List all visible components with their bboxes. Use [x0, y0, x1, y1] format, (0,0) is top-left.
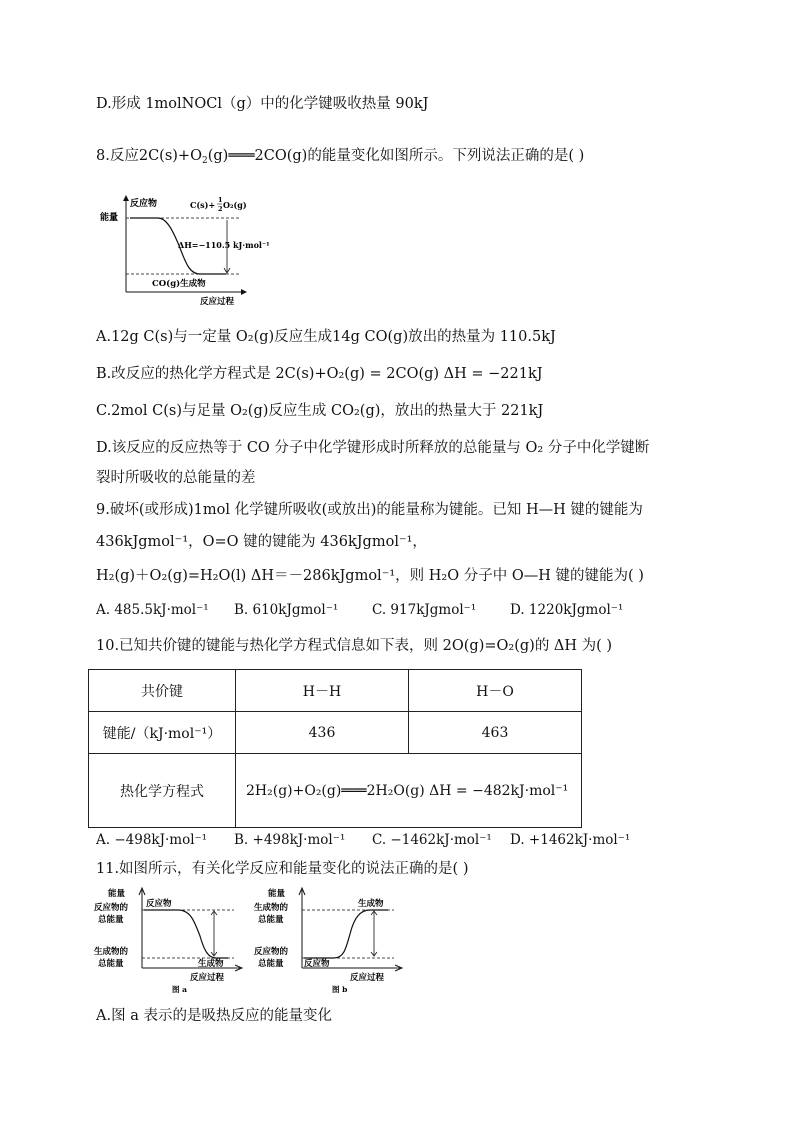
q10-stem: 10.已知共价键的键能与热化学方程式信息如下表，则 2O(g)=O₂(g)的 ΔH 为( ): [96, 638, 613, 654]
table-cell-ho-value: 463: [409, 712, 582, 754]
q11a-product-total-label: 生成物的总能量: [94, 947, 129, 969]
q11a-product-label: 生成物: [198, 959, 224, 969]
q11-figure-a: [94, 884, 244, 996]
q8-option-a: A.12g C(s)与一定量 O₂(g)反应生成14g CO(g)放出的热量为 110.5kJ: [96, 329, 556, 345]
q8-fig-energy-label: 能量: [100, 213, 119, 223]
q8-fig-process-label: 反应过程: [200, 297, 235, 307]
q11a-reactant-label: 反应物: [146, 899, 172, 909]
q9-stem-line3: H₂(g)＋O₂(g)=H₂O(l) ΔH＝－286kJgmol⁻¹，则 H₂O 分子中 O—H 键的键能为( ): [96, 568, 644, 584]
q8-stem: 8.反应$2C(s)+O_2(g)═══2CO(g)$的能量变化如图所示。下列说法正确的是( ): [96, 148, 585, 166]
q11b-product-total-label: 生成物的总能量: [254, 903, 289, 925]
table-header-hh: H－H: [236, 670, 409, 712]
q8-option-b: B.改反应的热化学方程式是 2C(s)+O₂(g) = 2CO(g) ΔH = −221kJ: [96, 366, 543, 382]
svg-text:O₂(g): O₂(g): [223, 200, 247, 210]
q11b-reactant-total-label: 反应物的总能量: [254, 947, 289, 969]
q11b-energy-label: 能量: [268, 889, 286, 899]
q11a-energy-label: 能量: [108, 889, 126, 899]
q9-stem-line2: 436kJgmol⁻¹，O=O 键的键能为 436kJgmol⁻¹，: [96, 534, 427, 550]
q11b-product-label: 生成物: [358, 899, 384, 909]
q10-option-a: A. −498kJ·mol⁻¹: [96, 832, 208, 848]
q8-fig-dh-label: ΔH=−110.5 kJ·mol⁻¹: [178, 240, 270, 250]
q10-option-d: D. +1462kJ·mol⁻¹: [510, 832, 631, 848]
q9-option-a: A. 485.5kJ·mol⁻¹: [96, 602, 209, 618]
q8-option-c: C.2mol C(s)与足量 O₂(g)反应生成 CO₂(g)，放出的热量大于 221kJ: [96, 403, 544, 419]
table-cell-hh-value: 436: [236, 712, 409, 754]
q9-option-d: D. 1220kJgmol⁻¹: [510, 602, 624, 618]
q8-option-d-line2: 裂时所吸收的总能量的差: [96, 470, 256, 486]
table-row-label-equation: 热化学方程式: [89, 754, 236, 828]
q11b-reactant-label: 反应物: [304, 959, 330, 969]
q11b-caption: 图 b: [332, 985, 348, 994]
q8-equation: $2C(s)+O_2(g)═══2CO(g)$: [138, 148, 308, 166]
q8-energy-diagram: [100, 192, 270, 308]
q11-stem: 11.如图所示，有关化学反应和能量变化的说法正确的是( ): [96, 861, 469, 877]
q10-bond-table: [88, 669, 582, 828]
q9-option-c: C. 917kJgmol⁻¹: [372, 602, 477, 618]
table-row-label-energy: 键能/（kJ·mol⁻¹）: [89, 712, 236, 754]
svg-text:1: 1: [218, 196, 223, 204]
table-header-ho: H－O: [409, 670, 582, 712]
q8-fig-reactant-label: 反应物: [130, 199, 158, 209]
table-cell-equation: 2H₂(g)+O₂(g)═══2H₂O(g) ΔH = −482kJ·mol⁻¹: [236, 754, 582, 828]
q10-option-c: C. −1462kJ·mol⁻¹: [372, 832, 492, 848]
q8-fig-product-label: CO(g)生成物: [152, 279, 206, 289]
q8-fig-formula: C(s)+: [190, 200, 216, 210]
q11b-process-label: 反应过程: [350, 973, 385, 983]
q9-stem-line1: 9.破坏(或形成)1mol 化学键所吸收(或放出)的能量称为键能。已知 H—H 键的键能为: [96, 502, 643, 518]
q11a-process-label: 反应过程: [190, 973, 225, 983]
q11-option-a: A.图 a 表示的是吸热反应的能量变化: [96, 1008, 332, 1024]
q7-option-d: D.形成 1molNOCl（g）中的化学键吸收热量 90kJ: [96, 96, 429, 112]
q11a-reactant-total-label: 反应物的总能量: [94, 903, 129, 925]
q9-option-b: B. 610kJgmol⁻¹: [234, 602, 339, 618]
q11a-caption: 图 a: [172, 985, 187, 994]
q8-option-d-line1: D.该反应的反应热等于 CO 分子中化学键形成时所释放的总能量与 O₂ 分子中化学键断: [96, 440, 650, 456]
q10-option-b: B. +498kJ·mol⁻¹: [234, 832, 346, 848]
svg-text:2: 2: [218, 205, 223, 213]
q11-figure-b: [254, 884, 404, 996]
table-header-bond: 共价键: [89, 670, 236, 712]
